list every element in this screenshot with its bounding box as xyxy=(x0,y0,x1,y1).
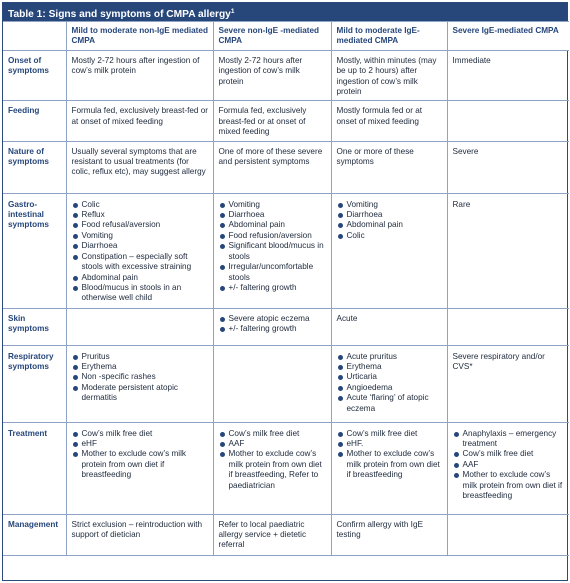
cell-mild-non-ige xyxy=(66,308,213,345)
row-label: Respiratory symptoms xyxy=(3,345,66,422)
bullet-list xyxy=(219,200,327,294)
cell-mild-non-ige: Formula fed, exclusively breast-fed or at onset of mixed feeding xyxy=(66,101,213,141)
list-item: Mother to exclude cow’s milk protein from own diet if breastfeeding xyxy=(453,470,566,501)
list-item: Mother to exclude cow’s milk protein from own diet if breastfeeding xyxy=(72,449,209,480)
cmpa-table xyxy=(3,21,569,556)
list-item: Acute ‘flaring’ of atopic eczema xyxy=(337,393,443,414)
header-severe-ige: Severe IgE-mediated CMPA xyxy=(447,22,569,51)
bullet-list xyxy=(337,352,443,414)
list-item: Diarrhoea xyxy=(219,210,327,220)
bullet-list xyxy=(72,200,209,304)
list-item: Erythema xyxy=(72,362,209,372)
bullet-list xyxy=(337,429,443,481)
cell-mild-non-ige xyxy=(66,193,213,308)
list-item: Pruritus xyxy=(72,352,209,362)
bullet-list xyxy=(453,429,566,502)
list-item: +/- faltering growth xyxy=(219,324,327,334)
row-label: Gastro-intestinal symptoms xyxy=(3,193,66,308)
cell-severe-non-ige xyxy=(213,308,331,345)
list-item: Constipation – especially soft stools with excessive straining xyxy=(72,252,209,273)
cell-mild-non-ige: Mostly 2-72 hours after ingestion of cow’s milk protein xyxy=(66,50,213,101)
cell-mild-ige: One or more of these symptoms xyxy=(331,141,447,193)
cell-severe-non-ige: Mostly 2-72 hours after ingestion of cow’s milk protein xyxy=(213,50,331,101)
cell-severe-ige xyxy=(447,514,569,555)
list-item: Diarrhoea xyxy=(72,241,209,251)
cmpa-table-container xyxy=(2,2,568,581)
list-item: Food refusal/aversion xyxy=(72,220,209,230)
cell-severe-non-ige xyxy=(213,422,331,514)
bullet-list xyxy=(72,429,209,481)
cell-severe-non-ige xyxy=(213,193,331,308)
row-label: Feeding xyxy=(3,101,66,141)
list-item: Vomiting xyxy=(72,231,209,241)
table-row-nature xyxy=(3,141,569,193)
list-item: Severe atopic eczema xyxy=(219,314,327,324)
list-item: Vomiting xyxy=(219,200,327,210)
list-item: Abdominal pain xyxy=(72,273,209,283)
cell-mild-ige xyxy=(331,422,447,514)
list-item: Colic xyxy=(72,200,209,210)
table-row-treatment xyxy=(3,422,569,514)
cell-severe-ige xyxy=(447,308,569,345)
cell-mild-ige: Mostly formula fed or at onset of mixed feeding xyxy=(331,101,447,141)
header-row xyxy=(3,22,569,51)
list-item: Diarrhoea xyxy=(337,210,443,220)
table-row-onset xyxy=(3,50,569,101)
row-label: Nature of symptoms xyxy=(3,141,66,193)
list-item: Cow’s milk free diet xyxy=(337,429,443,439)
list-item: Reflux xyxy=(72,210,209,220)
list-item: Cow’s milk free diet xyxy=(72,429,209,439)
cell-severe-non-ige: Refer to local paediatric allergy service + dietetic referral xyxy=(213,514,331,555)
cell-severe-non-ige: Formula fed, exclusively breast-fed or at onset of mixed feeding xyxy=(213,101,331,141)
list-item: Vomiting xyxy=(337,200,443,210)
list-item: Food refusion/aversion xyxy=(219,231,327,241)
list-item: Acute pruritus xyxy=(337,352,443,362)
list-item: Anaphylaxis – emergency treatment xyxy=(453,429,566,450)
row-label: Treatment xyxy=(3,422,66,514)
list-item: Mother to exclude cow’s milk protein from own diet if breastfeeding, Refer to paediatrician xyxy=(219,449,327,491)
cell-severe-non-ige xyxy=(213,345,331,422)
list-item: Colic xyxy=(337,231,443,241)
cell-severe-ige xyxy=(447,422,569,514)
list-item: eHF. xyxy=(337,439,443,449)
table-body xyxy=(3,50,569,555)
table-row-skin xyxy=(3,308,569,345)
cell-mild-ige: Confirm allergy with IgE testing xyxy=(331,514,447,555)
header-mild-ige: Mild to moderate IgE-mediated CMPA xyxy=(331,22,447,51)
table-row-feeding xyxy=(3,101,569,141)
list-item: Cow’s milk free diet xyxy=(453,449,566,459)
header-mild-non-ige: Mild to moderate non-IgE mediated CMPA xyxy=(66,22,213,51)
bullet-list xyxy=(72,352,209,404)
cell-severe-ige xyxy=(447,101,569,141)
row-label: Skin symptoms xyxy=(3,308,66,345)
list-item: Blood/mucus in stools in an otherwise well child xyxy=(72,283,209,304)
list-item: AAF xyxy=(453,460,566,470)
list-item: Moderate persistent atopic dermatitis xyxy=(72,383,209,404)
cell-mild-non-ige xyxy=(66,345,213,422)
list-item: Angioedema xyxy=(337,383,443,393)
cell-severe-ige: Rare xyxy=(447,193,569,308)
list-item: Mother to exclude cow’s milk protein from own diet if breastfeeding xyxy=(337,449,443,480)
cell-mild-non-ige: Usually several symptoms that are resistant to usual treatments (for colic, reflux etc), may suggest allergy xyxy=(66,141,213,193)
cell-mild-non-ige: Strict exclusion – reintroduction with support of dietician xyxy=(66,514,213,555)
list-item: AAF xyxy=(219,439,327,449)
list-item: Abdominal pain xyxy=(337,220,443,230)
list-item: Cow’s milk free diet xyxy=(219,429,327,439)
list-item: Significant blood/mucus in stools xyxy=(219,241,327,262)
cell-mild-non-ige xyxy=(66,422,213,514)
row-label: Management xyxy=(3,514,66,555)
cell-mild-ige: Mostly, within minutes (may be up to 2 hours) after ingestion of cow’s milk protein xyxy=(331,50,447,101)
table-title xyxy=(3,3,567,21)
table-title-text: Table 1: Signs and symptoms of CMPA allergy xyxy=(8,9,231,20)
cell-mild-ige xyxy=(331,193,447,308)
list-item: eHF xyxy=(72,439,209,449)
row-label: Onset of symptoms xyxy=(3,50,66,101)
cell-severe-ige: Severe xyxy=(447,141,569,193)
cell-mild-ige xyxy=(331,345,447,422)
cell-severe-ige: Immediate xyxy=(447,50,569,101)
cell-severe-non-ige: One of more of these severe and persistent symptoms xyxy=(213,141,331,193)
list-item: +/- faltering growth xyxy=(219,283,327,293)
list-item: Non -specific rashes xyxy=(72,372,209,382)
bullet-list xyxy=(337,200,443,242)
table-row-management xyxy=(3,514,569,555)
table-title-superscript: 1 xyxy=(230,8,235,15)
bullet-list xyxy=(219,429,327,491)
header-severe-non-ige: Severe non-IgE -mediated CMPA xyxy=(213,22,331,51)
list-item: Erythema xyxy=(337,362,443,372)
list-item: Abdominal pain xyxy=(219,220,327,230)
cell-mild-ige: Acute xyxy=(331,308,447,345)
table-row-gastrointestinal xyxy=(3,193,569,308)
cell-severe-ige: Severe respiratory and/or CVS* xyxy=(447,345,569,422)
bullet-list xyxy=(219,314,327,335)
table-row-respiratory xyxy=(3,345,569,422)
list-item: Irregular/uncomfortable stools xyxy=(219,262,327,283)
header-blank xyxy=(3,22,66,51)
list-item: Urticaria xyxy=(337,372,443,382)
